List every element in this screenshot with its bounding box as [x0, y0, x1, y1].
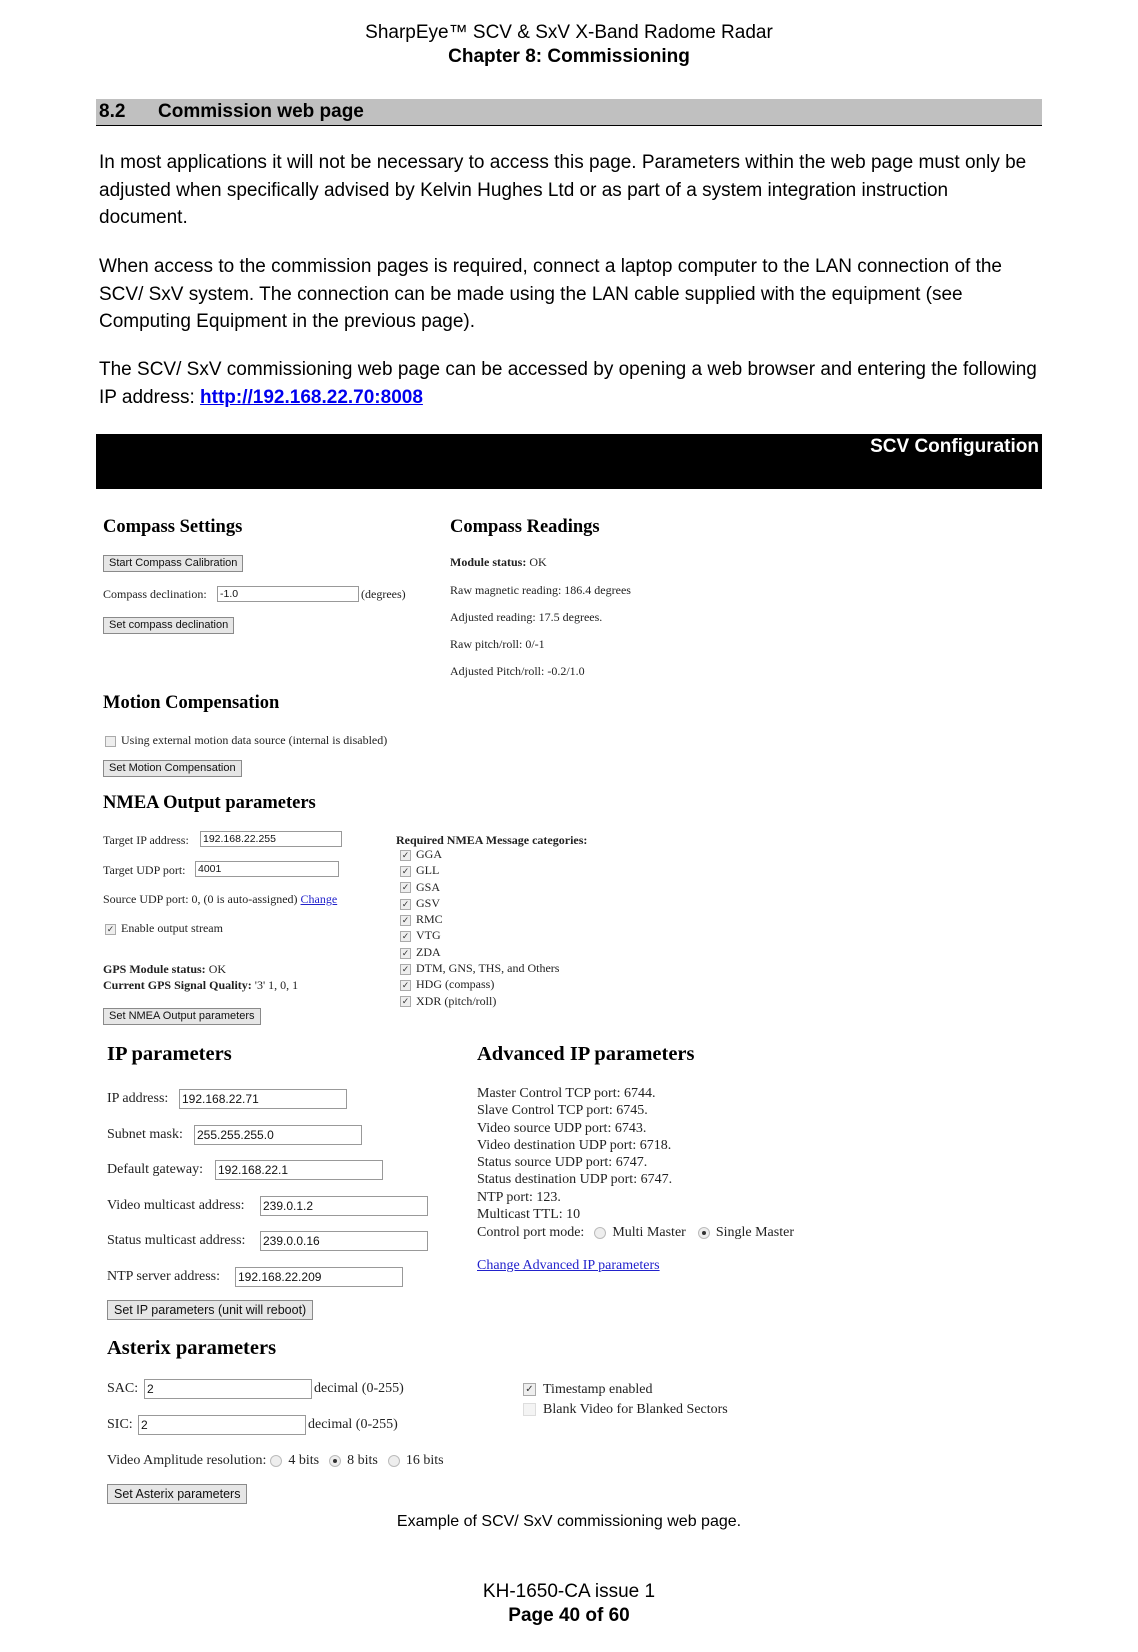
target-ip-label: Target IP address: [103, 833, 189, 847]
target-ip-input[interactable]: 192.168.22.255 [200, 831, 342, 847]
advanced-ip-list [477, 1085, 672, 1223]
blank-video-option [523, 1402, 728, 1418]
nmea-category-item [400, 895, 559, 911]
advanced-ip-line: Video destination UDP port: 6718. [477, 1137, 672, 1153]
header-chapter: Chapter 8: Commissioning [448, 46, 690, 67]
nmea-category-label: DTM, GNS, THS, and Others [416, 961, 560, 976]
external-motion-label: Using external motion data source (internal is disabled) [121, 733, 388, 747]
nmea-categories-title: Required NMEA Message categories: [396, 833, 588, 847]
target-udp-label: Target UDP port: [103, 863, 186, 877]
declination-input[interactable]: -1.0 [217, 586, 359, 602]
nmea-category-checkbox[interactable]: ✓ [401, 980, 410, 991]
nmea-category-checkbox[interactable]: ✓ [401, 996, 410, 1007]
declination-label: Compass declination: [103, 587, 207, 601]
res-4-radio[interactable] [270, 1455, 282, 1467]
section-title: Commission web page [158, 101, 364, 122]
subnet-input[interactable]: 255.255.255.0 [194, 1125, 362, 1145]
module-status-value: OK [529, 555, 547, 569]
compass-readings-title: Compass Readings [450, 517, 600, 537]
enable-output-checkbox[interactable]: ✓ [106, 923, 115, 934]
gateway-input[interactable]: 192.168.22.1 [215, 1160, 383, 1180]
motion-compensation-title: Motion Compensation [103, 693, 280, 713]
gps-quality [103, 978, 298, 993]
module-status-label: Module status: [450, 555, 527, 569]
target-udp-input[interactable]: 4001 [195, 861, 339, 877]
sac-label: SAC: [107, 1381, 139, 1396]
subnet-label: Subnet mask: [107, 1127, 183, 1142]
nmea-category-item [400, 862, 559, 878]
header-title: SharpEye™ SCV & SxV X-Band Radome Radar [365, 22, 773, 43]
set-motion-button[interactable]: Set Motion Compensation [103, 760, 242, 777]
status-multicast-input[interactable]: 239.0.0.16 [260, 1231, 428, 1251]
advanced-ip-title: Advanced IP parameters [477, 1043, 695, 1065]
sic-unit: decimal (0-255) [308, 1417, 398, 1432]
ip-address-input[interactable]: 192.168.22.71 [179, 1089, 347, 1109]
ip-address-link[interactable]: http://192.168.22.70:8008 [200, 386, 423, 408]
nmea-category-label: ZDA [416, 944, 441, 959]
nmea-category-checkbox[interactable]: ✓ [401, 931, 410, 942]
sac-input[interactable]: 2 [144, 1379, 312, 1399]
nmea-category-checkbox[interactable]: ✓ [401, 882, 410, 893]
control-port-mode [477, 1225, 794, 1241]
paragraph-intro: In most applications it will not be necessary to access this page. Parameters within the web page must only be adjusted when specifically advised by Kelvin Hughes Ltd or as part of a system integration instruction document. [99, 152, 1027, 228]
external-motion-option [105, 733, 387, 748]
ip-parameters-title: IP parameters [107, 1043, 232, 1065]
section-heading [96, 99, 1042, 126]
banner-title: SCV Configuration [870, 436, 1039, 457]
gps-status-value: OK [208, 962, 227, 976]
timestamp-option [523, 1382, 653, 1398]
set-asterix-button[interactable]: Set Asterix parameters [107, 1484, 247, 1504]
nmea-category-item [400, 846, 559, 862]
nmea-category-checkbox[interactable]: ✓ [401, 947, 410, 958]
advanced-ip-line: Slave Control TCP port: 6745. [477, 1103, 648, 1119]
module-status [450, 555, 547, 570]
timestamp-checkbox[interactable]: ✓ [523, 1383, 536, 1396]
advanced-ip-line: Master Control TCP port: 6744. [477, 1086, 656, 1101]
sac-unit: decimal (0-255) [314, 1381, 404, 1396]
nmea-category-item [400, 911, 559, 927]
nmea-category-label: VTG [416, 928, 441, 943]
sic-input[interactable]: 2 [138, 1415, 306, 1435]
nmea-category-item [400, 993, 559, 1009]
nmea-category-checkbox[interactable]: ✓ [401, 898, 410, 909]
asterix-title: Asterix parameters [107, 1337, 277, 1359]
set-declination-button[interactable]: Set compass declination [103, 617, 234, 634]
blank-video-checkbox[interactable] [523, 1403, 536, 1416]
adjusted-pitch-roll: Adjusted Pitch/roll: -0.2/1.0 [450, 664, 585, 678]
single-master-label: Single Master [715, 1225, 794, 1240]
video-resolution [107, 1453, 444, 1469]
control-mode-label: Control port mode: [477, 1225, 585, 1240]
paragraph-url [99, 356, 1039, 411]
raw-pitch-roll: Raw pitch/roll: 0/-1 [450, 637, 545, 651]
change-source-link[interactable]: Change [300, 892, 338, 906]
video-multicast-label: Video multicast address: [107, 1198, 245, 1213]
nmea-category-item [400, 976, 559, 992]
nmea-category-label: GLL [416, 863, 440, 878]
nmea-category-item [400, 927, 559, 943]
gps-quality-label: Current GPS Signal Quality: [103, 978, 252, 992]
paragraph-access: When access to the commission pages is required, connect a laptop computer to the LAN connection of the SCV/ SxV system. The connection can be made using the LAN cable supplied with the equipment (see Computing Equipment in the previous page). [99, 256, 1003, 332]
declination-unit: (degrees) [361, 587, 406, 601]
raw-magnetic-reading: Raw magnetic reading: 186.4 degrees [450, 583, 631, 597]
blank-video-label: Blank Video for Blanked Sectors [543, 1402, 728, 1417]
nmea-category-label: GSA [416, 879, 441, 894]
footer-page-number: Page 40 of 60 [508, 1605, 630, 1626]
source-udp [103, 892, 337, 907]
multi-master-radio[interactable] [594, 1227, 606, 1239]
ntp-server-input[interactable]: 192.168.22.209 [235, 1267, 403, 1287]
nmea-category-label: XDR (pitch/roll) [416, 993, 497, 1008]
multi-master-label: Multi Master [612, 1225, 686, 1240]
change-advanced-ip-link[interactable]: Change Advanced IP parameters [477, 1258, 660, 1273]
paragraph-url-text: The SCV/ SxV commissioning web page can be accessed by opening a web browser and entering the following IP address: [99, 359, 1037, 408]
res-8-radio[interactable] [329, 1455, 341, 1467]
res-4-label: 4 bits [288, 1453, 320, 1468]
start-calibration-button[interactable]: Start Compass Calibration [103, 555, 243, 572]
nmea-category-label: HDG (compass) [416, 977, 495, 992]
advanced-ip-line: Status source UDP port: 6747. [477, 1155, 648, 1171]
figure-caption: Example of SCV/ SxV commissioning web page. [396, 1513, 742, 1530]
status-multicast-label: Status multicast address: [107, 1233, 246, 1248]
res-8-label: 8 bits [347, 1453, 378, 1468]
res-16-radio[interactable] [388, 1455, 400, 1467]
ip-address-label: IP address: [107, 1091, 169, 1106]
adjusted-reading: Adjusted reading: 17.5 degrees. [450, 610, 603, 624]
set-nmea-button[interactable]: Set NMEA Output parameters [103, 1008, 261, 1025]
nmea-category-item [400, 879, 559, 895]
nmea-category-label: GSV [416, 895, 441, 910]
nmea-category-label: GGA [416, 847, 442, 861]
nmea-category-label: RMC [416, 912, 443, 927]
res-16-label: 16 bits [405, 1453, 444, 1468]
video-resolution-label: Video Amplitude resolution: [107, 1453, 267, 1468]
ntp-server-label: NTP server address: [107, 1269, 221, 1284]
single-master-radio[interactable] [698, 1227, 710, 1239]
footer-doc-id: KH-1650-CA issue 1 [482, 1581, 656, 1602]
nmea-category-checkbox[interactable]: ✓ [401, 866, 410, 877]
enable-output-option [105, 921, 223, 936]
nmea-category-checkbox[interactable]: ✓ [401, 963, 410, 974]
nmea-category-checkbox[interactable]: ✓ [401, 914, 410, 925]
advanced-ip-line: Video source UDP port: 6743. [477, 1120, 647, 1136]
nmea-category-item [400, 944, 559, 960]
section-number: 8.2 [99, 101, 126, 122]
sic-label: SIC: [107, 1417, 133, 1432]
gateway-label: Default gateway: [107, 1162, 204, 1177]
external-motion-checkbox[interactable] [105, 736, 116, 747]
gps-status-label: GPS Module status: [103, 962, 206, 976]
enable-output-label: Enable output stream [121, 921, 223, 935]
advanced-ip-line: Status destination UDP port: 6747. [477, 1172, 673, 1188]
nmea-category-item [400, 960, 559, 976]
gps-quality-value: '3' 1, 0, 1 [254, 978, 299, 992]
advanced-ip-line: NTP port: 123. [477, 1189, 561, 1205]
nmea-category-checkbox[interactable]: ✓ [401, 849, 410, 860]
compass-settings-title: Compass Settings [103, 517, 243, 537]
gps-status [103, 962, 226, 977]
config-banner [96, 434, 1042, 489]
video-multicast-input[interactable]: 239.0.1.2 [260, 1196, 428, 1216]
set-ip-button[interactable]: Set IP parameters (unit will reboot) [107, 1300, 313, 1320]
advanced-ip-line: Multicast TTL: 10 [477, 1207, 581, 1223]
nmea-title: NMEA Output parameters [103, 793, 316, 813]
timestamp-label: Timestamp enabled [543, 1382, 653, 1397]
nmea-categories-list [400, 846, 559, 1009]
source-udp-text: Source UDP port: 0, (0 is auto-assigned) [103, 892, 298, 906]
